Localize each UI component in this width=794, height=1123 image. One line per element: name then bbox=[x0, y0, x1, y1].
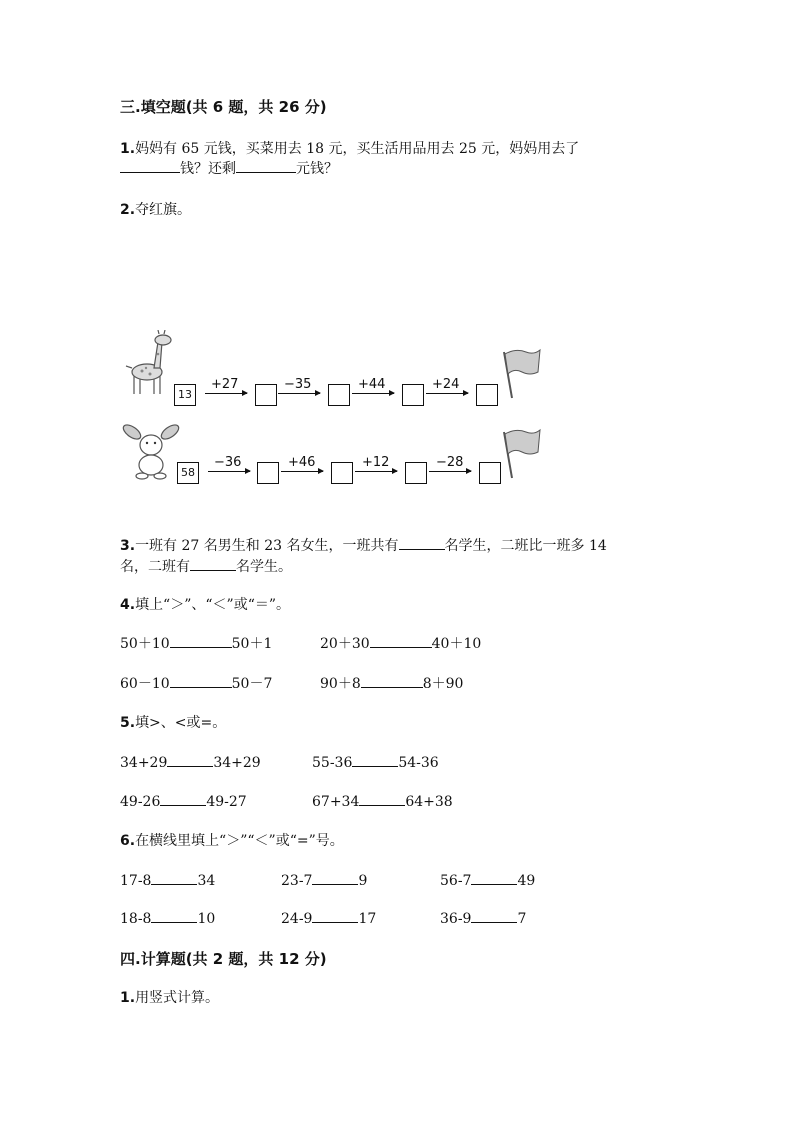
question-text: 钱？还剩 bbox=[180, 161, 236, 177]
question-text: 填>、<或=。 bbox=[135, 715, 227, 731]
answer-blank[interactable] bbox=[471, 908, 517, 923]
comparison-item bbox=[320, 633, 481, 653]
operation-label: +24 bbox=[432, 377, 460, 392]
calc-question-1-line bbox=[120, 987, 219, 1007]
answer-blank[interactable] bbox=[160, 791, 206, 806]
answer-blank[interactable] bbox=[236, 158, 296, 173]
answer-blank[interactable] bbox=[361, 673, 423, 688]
answer-box[interactable] bbox=[255, 384, 277, 406]
question-text: 用竖式计算。 bbox=[135, 990, 220, 1006]
answer-box[interactable] bbox=[479, 462, 501, 484]
question-text: 名，二班有 bbox=[120, 559, 190, 575]
expression-left: 36-9 bbox=[440, 911, 472, 927]
answer-blank[interactable] bbox=[471, 870, 517, 885]
question-number: 2. bbox=[120, 202, 136, 218]
answer-box[interactable] bbox=[476, 384, 498, 406]
answer-blank[interactable] bbox=[190, 556, 236, 571]
expression-right: 49-27 bbox=[206, 794, 247, 810]
answer-blank[interactable] bbox=[170, 633, 232, 648]
expression-right: 10 bbox=[197, 911, 216, 927]
expression-left: 34+29 bbox=[120, 755, 168, 771]
arrow bbox=[205, 393, 247, 394]
question-text: 填上“＞”、“＜”或“＝”。 bbox=[135, 597, 291, 613]
question-text: 名学生，二班比一班多 14 bbox=[444, 538, 607, 554]
expression-right: 64+38 bbox=[405, 794, 453, 810]
comparison-item bbox=[120, 752, 261, 771]
start-number-box: 13 bbox=[174, 384, 196, 406]
expression-left: 67+34 bbox=[312, 794, 360, 810]
operation-label: +12 bbox=[362, 455, 390, 470]
flag-icon bbox=[496, 346, 542, 400]
answer-blank[interactable] bbox=[352, 752, 398, 767]
arrow bbox=[278, 393, 320, 394]
question-6-line bbox=[120, 830, 344, 850]
answer-blank[interactable] bbox=[120, 158, 180, 173]
expression-right: 8＋90 bbox=[422, 676, 464, 692]
question-number: 3. bbox=[120, 538, 136, 554]
question-3-line-1 bbox=[120, 535, 607, 555]
question-text: 夺红旗。 bbox=[135, 202, 192, 218]
comparison-item bbox=[281, 908, 376, 927]
answer-blank[interactable] bbox=[399, 535, 445, 550]
comparison-item bbox=[120, 908, 215, 927]
operation-label: +44 bbox=[358, 377, 386, 392]
comparison-item bbox=[120, 791, 247, 810]
expression-left: 17-8 bbox=[120, 873, 152, 889]
giraffe-icon bbox=[122, 330, 174, 398]
answer-blank[interactable] bbox=[359, 791, 405, 806]
expression-right: 9 bbox=[358, 873, 368, 889]
operation-label: +46 bbox=[288, 455, 316, 470]
flag-icon bbox=[496, 426, 542, 480]
expression-left: 23-7 bbox=[281, 873, 313, 889]
expression-right: 7 bbox=[517, 911, 527, 927]
arrow bbox=[355, 471, 397, 472]
answer-blank[interactable] bbox=[151, 908, 197, 923]
answer-box[interactable] bbox=[257, 462, 279, 484]
answer-blank[interactable] bbox=[312, 870, 358, 885]
comparison-item bbox=[440, 870, 535, 889]
question-text: 在横线里填上“＞”“＜”或“=”号。 bbox=[135, 833, 344, 849]
expression-right: 49 bbox=[517, 873, 536, 889]
comparison-item bbox=[320, 673, 463, 693]
expression-left: 60－10 bbox=[120, 676, 170, 692]
answer-box[interactable] bbox=[331, 462, 353, 484]
expression-left: 90＋8 bbox=[320, 676, 361, 692]
expression-right: 54-36 bbox=[398, 755, 439, 771]
start-number-box: 58 bbox=[177, 462, 199, 484]
question-text: 元钱？ bbox=[296, 161, 338, 177]
section-title-calculation: 四.计算题(共 2 题，共 12 分) bbox=[120, 950, 327, 968]
expression-left: 49-26 bbox=[120, 794, 161, 810]
question-text: 名学生。 bbox=[236, 559, 292, 575]
question-2-line bbox=[120, 199, 191, 219]
arrow bbox=[208, 471, 250, 472]
arrow bbox=[429, 471, 471, 472]
answer-blank[interactable] bbox=[312, 908, 358, 923]
answer-box[interactable] bbox=[405, 462, 427, 484]
expression-right: 40＋10 bbox=[431, 636, 482, 652]
rabbit-icon bbox=[120, 418, 182, 480]
answer-blank[interactable] bbox=[370, 633, 432, 648]
comparison-item bbox=[312, 752, 439, 771]
expression-left: 55-36 bbox=[312, 755, 353, 771]
question-number: 5. bbox=[120, 715, 136, 731]
operation-label: −28 bbox=[436, 455, 464, 470]
comparison-item bbox=[281, 870, 367, 889]
arrow bbox=[281, 471, 323, 472]
expression-left: 56-7 bbox=[440, 873, 472, 889]
expression-left: 24-9 bbox=[281, 911, 313, 927]
question-number: 1. bbox=[120, 141, 136, 157]
question-number: 4. bbox=[120, 597, 136, 613]
question-text: 一班有 27 名男生和 23 名女生，一班共有 bbox=[135, 538, 399, 554]
comparison-item bbox=[120, 870, 215, 889]
section-title-fill-blank: 三.填空题(共 6 题，共 26 分) bbox=[120, 98, 327, 116]
comparison-item bbox=[120, 633, 272, 653]
answer-blank[interactable] bbox=[151, 870, 197, 885]
question-3-line-2 bbox=[120, 556, 292, 576]
question-number: 6. bbox=[120, 833, 136, 849]
question-number: 1. bbox=[120, 990, 136, 1006]
question-4-line bbox=[120, 594, 290, 614]
expression-right: 50＋1 bbox=[231, 636, 273, 652]
question-5-line bbox=[120, 712, 226, 732]
operation-label: +27 bbox=[211, 377, 239, 392]
answer-box[interactable] bbox=[328, 384, 350, 406]
answer-box[interactable] bbox=[402, 384, 424, 406]
answer-blank[interactable] bbox=[170, 673, 232, 688]
expression-right: 34 bbox=[197, 873, 216, 889]
answer-blank[interactable] bbox=[167, 752, 213, 767]
operation-label: −36 bbox=[214, 455, 242, 470]
question-text: 妈妈有 65 元钱，买菜用去 18 元，买生活用品用去 25 元，妈妈用去了 bbox=[135, 141, 580, 157]
expression-right: 34+29 bbox=[213, 755, 261, 771]
comparison-item bbox=[440, 908, 526, 927]
question-1-line-1 bbox=[120, 138, 579, 158]
comparison-item bbox=[312, 791, 453, 810]
expression-right: 17 bbox=[358, 911, 377, 927]
arrow bbox=[352, 393, 394, 394]
expression-left: 20＋30 bbox=[320, 636, 370, 652]
expression-right: 50－7 bbox=[231, 676, 273, 692]
arrow bbox=[426, 393, 468, 394]
expression-left: 18-8 bbox=[120, 911, 152, 927]
question-1-line-2 bbox=[120, 158, 338, 178]
comparison-item bbox=[120, 673, 272, 693]
operation-label: −35 bbox=[284, 377, 312, 392]
expression-left: 50＋10 bbox=[120, 636, 170, 652]
